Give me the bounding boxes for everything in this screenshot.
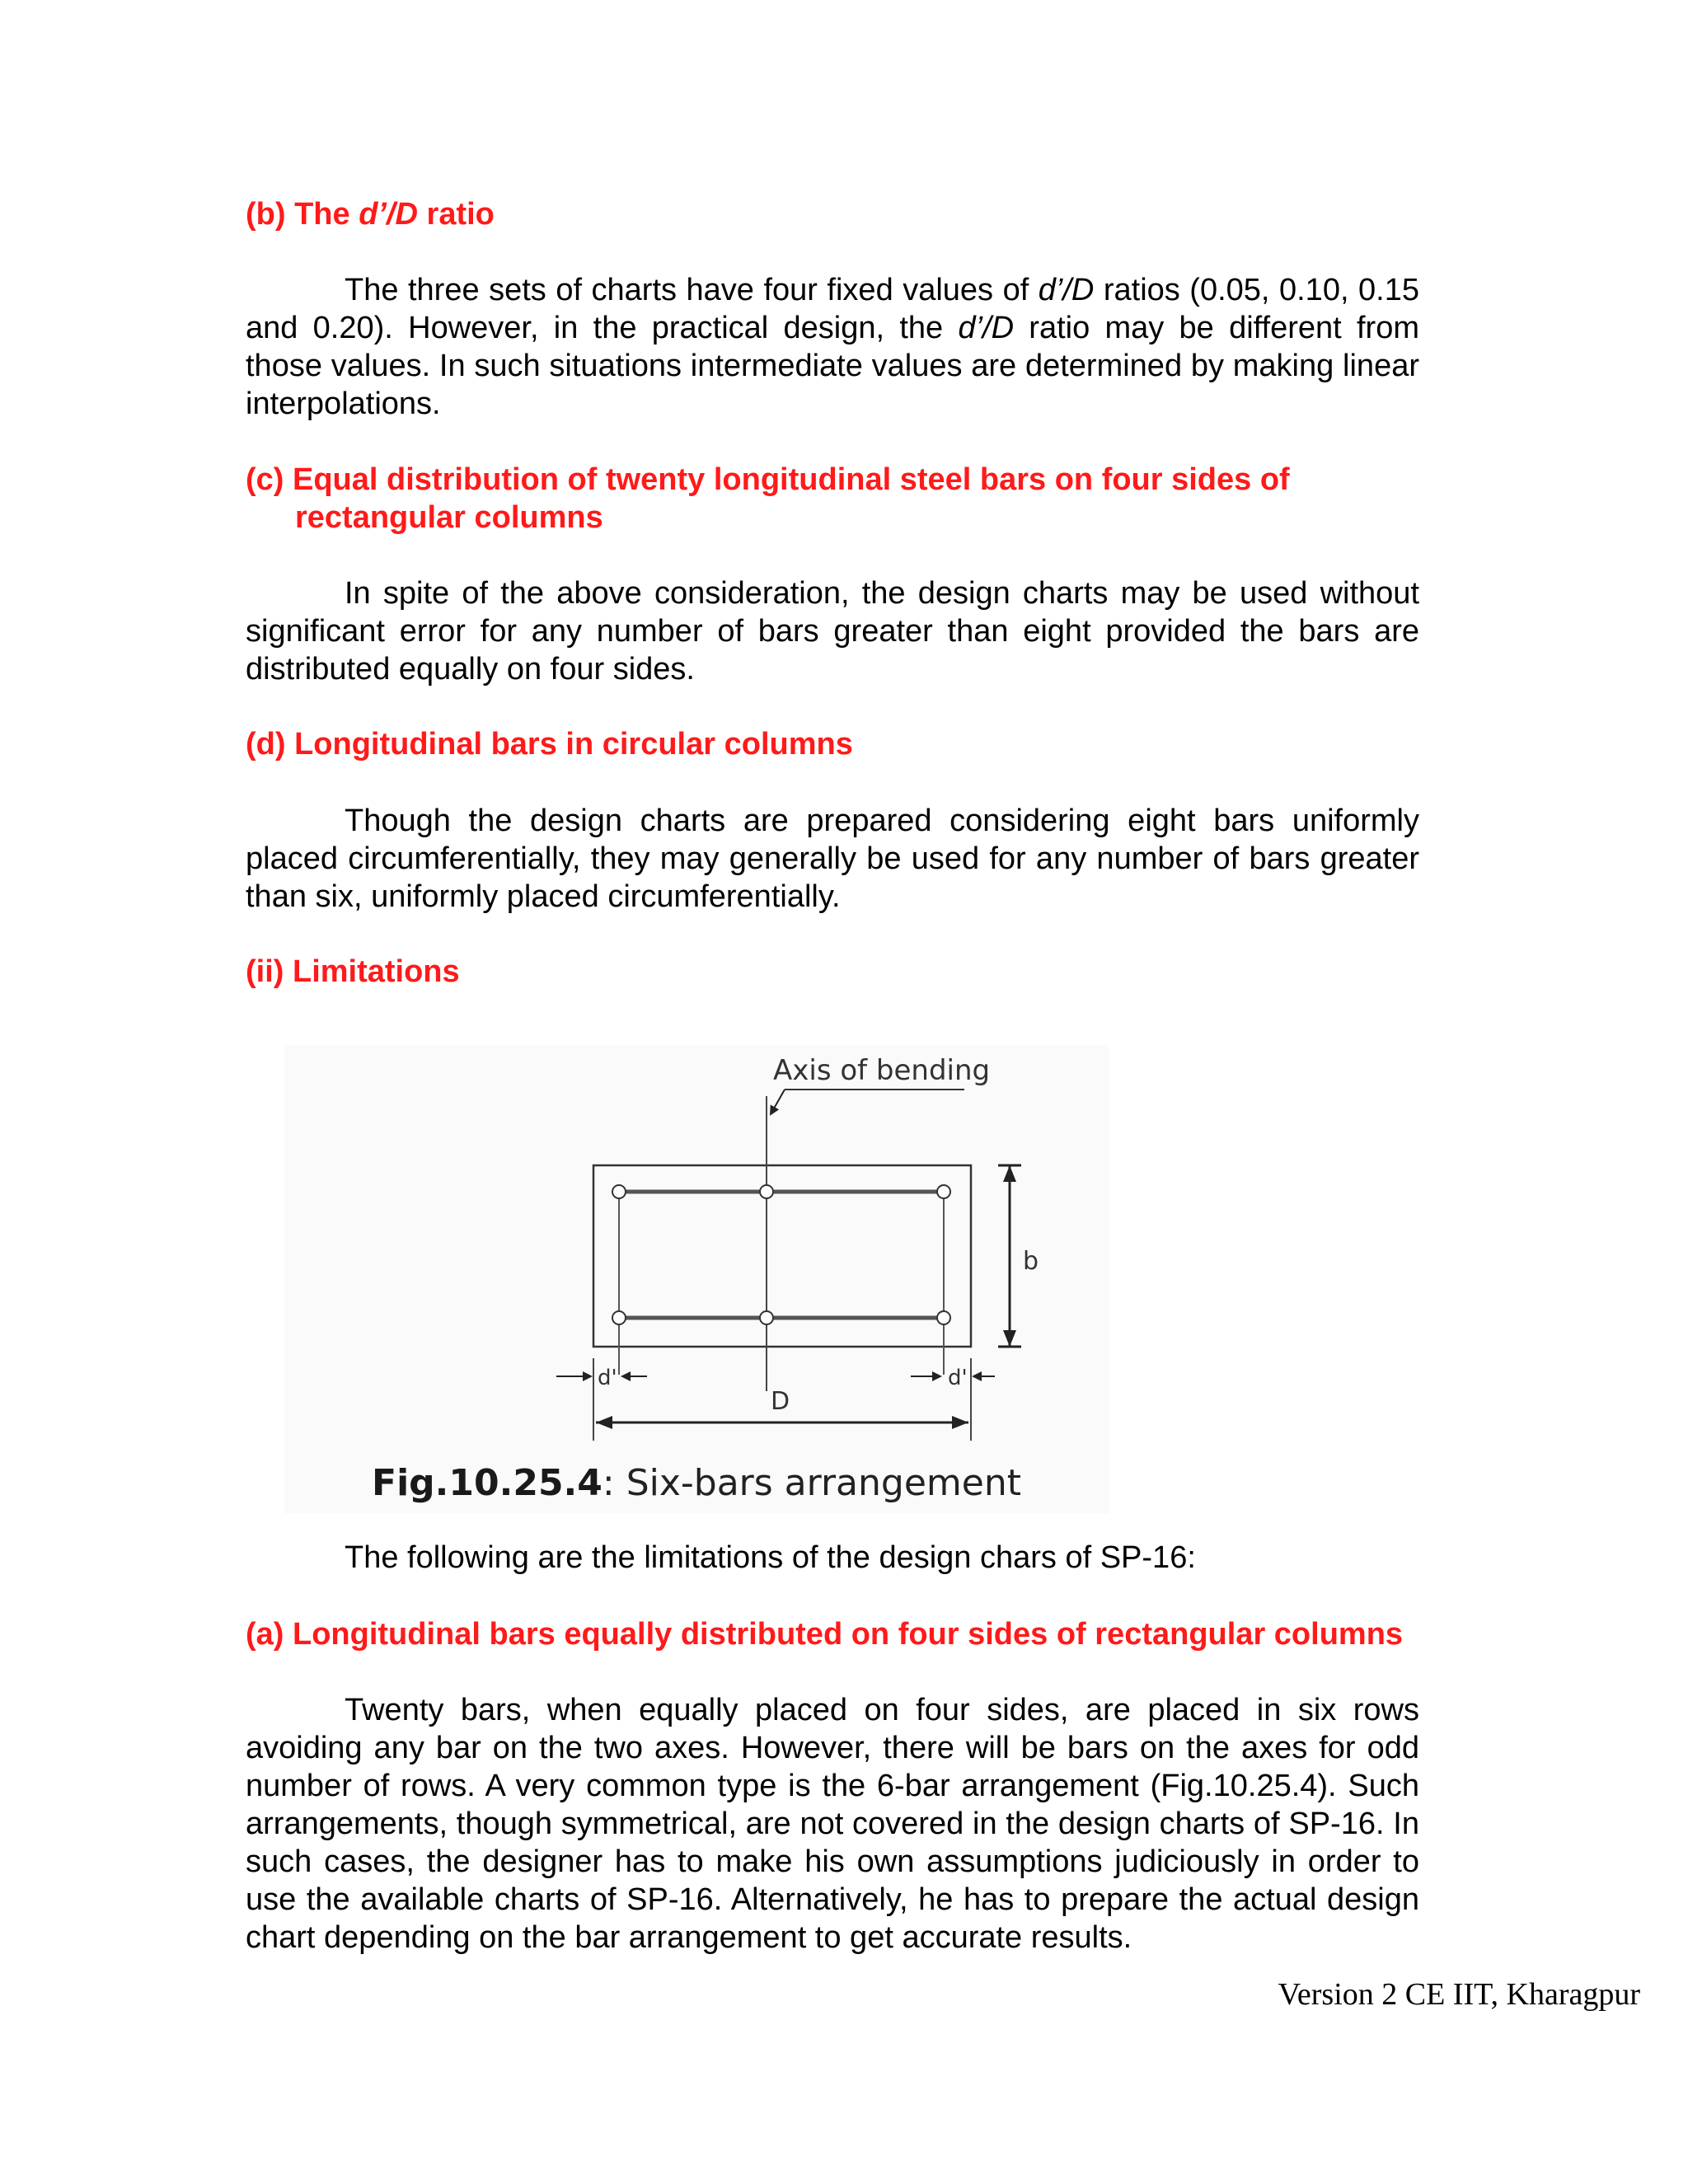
paragraph-b-italic2: d’/D bbox=[958, 311, 1015, 345]
paragraph-a: Twenty bars, when equally placed on four sides, are placed in six rows avoiding any bar on the two axes. However, there will be bars on the axes for odd number of rows. A very common type is the 6-bar arrangement (Fig.10.25.4). Such arrangements, though symmetrical, are not covered in the design charts of SP-16. In such cases, the designer has to make his own assumptions judiciously in order to use the available charts of SP-16. Alternatively, he has to prepare the actual design chart depending on the bar arrangement to get accurate results. bbox=[246, 1693, 1419, 1955]
stirrup-outline bbox=[619, 1192, 944, 1318]
paragraph-b bbox=[246, 271, 1419, 423]
bar-bottom-right bbox=[937, 1311, 950, 1324]
d-prime-right-label: d' bbox=[948, 1366, 968, 1390]
heading-b-prefix: (b) The bbox=[246, 197, 359, 232]
paragraph-b-part1: The three sets of charts have four fixed values of bbox=[345, 273, 1039, 307]
figure-caption-number: Fig.10.25.4 bbox=[372, 1462, 603, 1504]
heading-ii-limitations: (ii) Limitations bbox=[246, 954, 460, 989]
figure-caption bbox=[284, 1462, 1109, 1504]
b-arrow-up bbox=[1003, 1165, 1016, 1182]
b-arrow-down bbox=[1003, 1330, 1016, 1347]
b-label: b bbox=[1023, 1247, 1039, 1276]
heading-c-equal-distribution: (c) Equal distribution of twenty longitudinal steel bars on four sides of rectangular columns bbox=[246, 462, 1290, 535]
bar-top-left bbox=[612, 1185, 626, 1198]
paragraph-b-part3: ratio may be different from those values. In such situations intermediate values are determined by making linear interpolations. bbox=[246, 311, 1419, 421]
d-prime-left-label: d' bbox=[598, 1366, 617, 1390]
D-arrow-left bbox=[596, 1416, 612, 1429]
heading-b-suffix: ratio bbox=[417, 197, 495, 232]
paragraph-b-italic1: d’/D bbox=[1038, 273, 1095, 307]
paragraph-b-part2: ratios (0.05, 0.10, 0.15 and 0.20). However, in the practical design, the bbox=[246, 273, 1419, 345]
figure-caption-text: : Six-bars arrangement bbox=[602, 1462, 1021, 1504]
paragraph-d: Though the design charts are prepared considering eight bars uniformly placed circumferentially, they may generally be used for any number of bars greater than six, uniformly placed circumferentially. bbox=[246, 804, 1419, 914]
heading-d-circular-columns: (d) Longitudinal bars in circular columns bbox=[246, 727, 853, 762]
axis-leader-arrow bbox=[771, 1090, 785, 1114]
paragraph-limitations-intro: The following are the limitations of the design chars of SP-16: bbox=[345, 1540, 1196, 1575]
bar-top-right bbox=[937, 1185, 950, 1198]
six-bars-diagram bbox=[284, 1045, 1109, 1457]
paragraph-c: In spite of the above consideration, the design charts may be used without significant error for any number of bars greater than eight provided the bars are distributed equally on four sides. bbox=[246, 576, 1419, 687]
bar-top-middle bbox=[760, 1185, 773, 1198]
heading-b-dd-ratio bbox=[246, 195, 495, 233]
page-footer: Version 2 CE IIT, Kharagpur bbox=[1278, 1977, 1640, 2012]
bar-bottom-left bbox=[612, 1311, 626, 1324]
heading-a-longitudinal-bars: (a) Longitudinal bars equally distributed on four sides of rectangular columns bbox=[246, 1617, 1404, 1652]
D-arrow-right bbox=[952, 1416, 968, 1429]
heading-b-italic: d’/D bbox=[359, 197, 418, 232]
axis-label: Axis of bending bbox=[773, 1054, 991, 1087]
bar-bottom-middle bbox=[760, 1311, 773, 1324]
D-label: D bbox=[771, 1387, 790, 1416]
figure-six-bars bbox=[284, 1045, 1109, 1513]
